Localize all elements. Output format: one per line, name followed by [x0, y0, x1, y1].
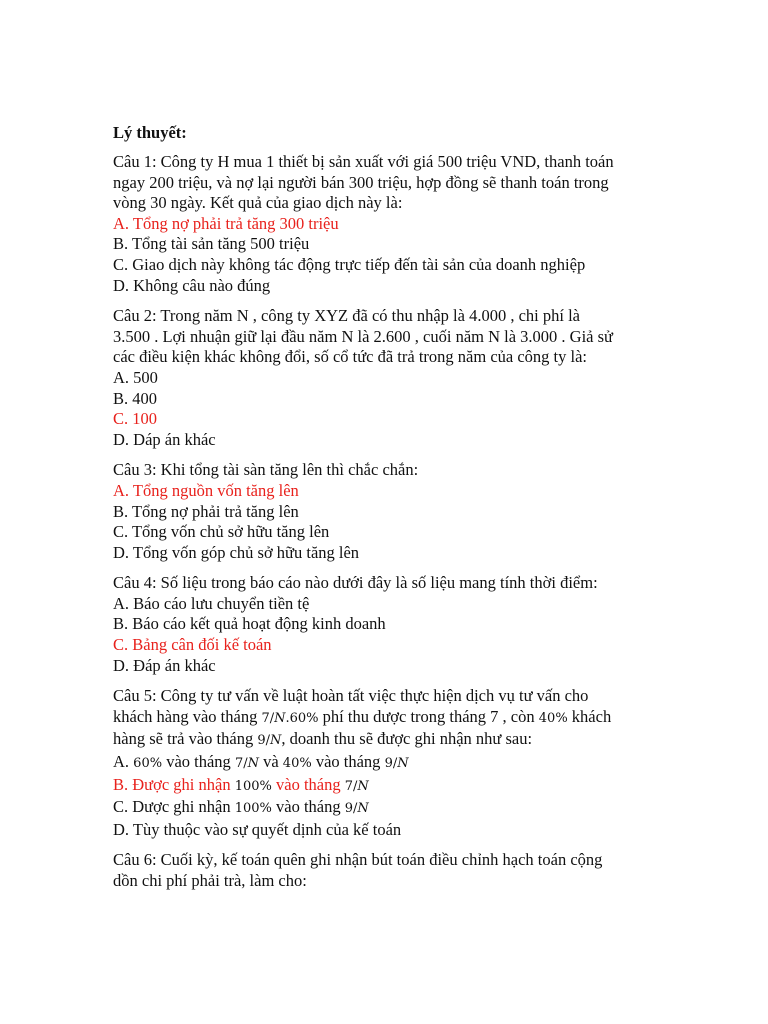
section-title: Lý thuyết:: [113, 123, 187, 142]
question-3-option-a-correct: A. Tổng nguồn vốn tăng lên: [113, 480, 299, 500]
question-4-option-c-correct: C. Bảng cân đối kế toán: [113, 635, 272, 655]
question-5-option-b-correct: [113, 775, 673, 798]
question-2-option-b: B. 400: [113, 388, 158, 408]
text-run: B. Được ghi nhận: [113, 774, 235, 794]
question-5-option-d: D. Tùy thuộc vào sự quyết dịnh của kế toán: [113, 819, 402, 839]
text-run: C. Dược ghi nhận: [113, 797, 235, 817]
text-run: vào tháng: [162, 752, 235, 772]
question-1: [113, 152, 673, 296]
text-run: A.: [113, 752, 134, 772]
question-5-option-c: [113, 797, 673, 820]
math-run: 9/: [384, 756, 398, 772]
question-2-stem-line: Câu 2: Trong năm N , công ty XYZ đã có thu nhập là 4.000 , chi phí là: [113, 306, 580, 326]
question-5-stem-line: Câu 5: Công ty tư vấn về luật hoàn tất việc thực hiện dịch vụ tư vấn cho: [113, 686, 589, 706]
math-run: %: [259, 778, 272, 794]
math-run: N: [357, 801, 369, 817]
question-4-option-b: B. Báo cáo kết quả hoạt động kinh doanh: [113, 614, 386, 634]
text-run: khách hàng vào tháng: [113, 706, 262, 726]
question-1-option-a-correct: A. Tổng nợ phải trả tăng 300 triệu: [113, 213, 339, 233]
question-2-option-d: D. Dáp án khác: [113, 429, 216, 449]
math-run: N: [269, 733, 282, 749]
text-run: khách: [567, 706, 612, 726]
text-run: , doanh thu sẽ được ghi nhận như sau:: [281, 729, 533, 749]
math-run: 7/: [261, 710, 275, 726]
math-run: N: [397, 756, 409, 772]
question-2-option-a: A. 500: [113, 367, 158, 387]
math-run: N: [274, 710, 286, 726]
question-6-stem-line: Câu 6: Cuối kỳ, kế toán quên ghi nhận bút toán điều chỉnh hạch toán cộng: [113, 850, 603, 870]
question-3-option-b: B. Tổng nợ phải trả tăng lên: [113, 501, 299, 521]
question-3-option-d: D. Tổng vốn góp chủ sở hữu tăng lên: [113, 542, 360, 562]
text-run: và: [258, 752, 283, 772]
question-5-stem-line: [113, 707, 673, 730]
question-3: [113, 460, 673, 563]
question-5-stem-line: [113, 729, 673, 752]
question-1-option-b: B. Tổng tài sản tăng 500 triệu: [113, 234, 310, 254]
question-4-option-d: D. Đáp án khác: [113, 655, 216, 675]
math-run: %: [306, 710, 319, 726]
question-6-stem-line: dồn chi phí phải trà, làm cho:: [113, 871, 307, 890]
question-1-stem-line: ngay 200 triệu, và nợ lại người bán 300 triệu, hợp đồng sẽ thanh toán trong: [113, 172, 609, 192]
math-run: 40: [538, 710, 556, 726]
question-3-stem-line: Câu 3: Khi tổng tài sàn tăng lên thì chắc chắn:: [113, 460, 419, 480]
text-run: hàng sẽ trả vào tháng: [113, 729, 258, 749]
math-run: %: [555, 710, 568, 726]
text-run: vào tháng: [271, 774, 345, 794]
question-2-option-c-correct: C. 100: [113, 409, 158, 429]
question-4-stem-line: Câu 4: Số liệu trong báo cáo nào dưới đây là số liệu mang tính thời điểm:: [113, 573, 598, 593]
question-5: [113, 686, 673, 840]
question-2: [113, 306, 673, 450]
math-run: N: [357, 778, 369, 794]
math-run: 7/: [234, 756, 248, 772]
math-run: N: [247, 756, 259, 772]
math-run: 9/: [257, 733, 270, 749]
question-6: [113, 850, 673, 891]
question-1-stem-line: Câu 1: Công ty H mua 1 thiết bị sản xuất với giá 500 triệu VND, thanh toán: [113, 152, 614, 171]
math-run: 100: [234, 778, 260, 794]
math-run: 60: [133, 756, 150, 772]
math-run: %: [259, 801, 272, 817]
text-run: vào tháng: [271, 797, 345, 817]
question-5-option-a: [113, 752, 673, 775]
math-run: 100: [234, 801, 260, 817]
question-1-stem-line: vòng 30 ngày. Kết quả của giao dịch này là:: [113, 193, 403, 213]
question-2-stem-line: các điều kiện khác không đổi, số cổ tức đã trả trong năm của công ty là:: [113, 347, 587, 367]
text-run: phí thu dược trong tháng 7 , còn: [318, 706, 539, 726]
question-4-option-a: A. Báo cáo lưu chuyển tiền tệ: [113, 593, 310, 613]
math-run: 7/: [344, 778, 358, 794]
question-1-option-c: C. Giao dịch này không tác động trực tiếp đến tài sản của doanh nghiệp: [113, 254, 586, 274]
text-run: vào tháng: [311, 752, 385, 772]
math-run: 40: [282, 756, 300, 772]
question-3-option-c: C. Tổng vốn chủ sở hữu tăng lên: [113, 522, 330, 542]
question-2-stem-line: 3.500 . Lợi nhuận giữ lại đầu năm N là 2.600 , cuối năm N là 3.000 . Giả sử: [113, 326, 613, 346]
question-4: [113, 573, 673, 676]
math-run: 9/: [344, 801, 358, 817]
document-content: [113, 122, 673, 902]
math-run: %: [149, 756, 163, 772]
math-run: %: [299, 756, 312, 772]
math-run: .60: [285, 710, 307, 726]
question-1-option-d: D. Không câu nào đúng: [113, 275, 271, 295]
